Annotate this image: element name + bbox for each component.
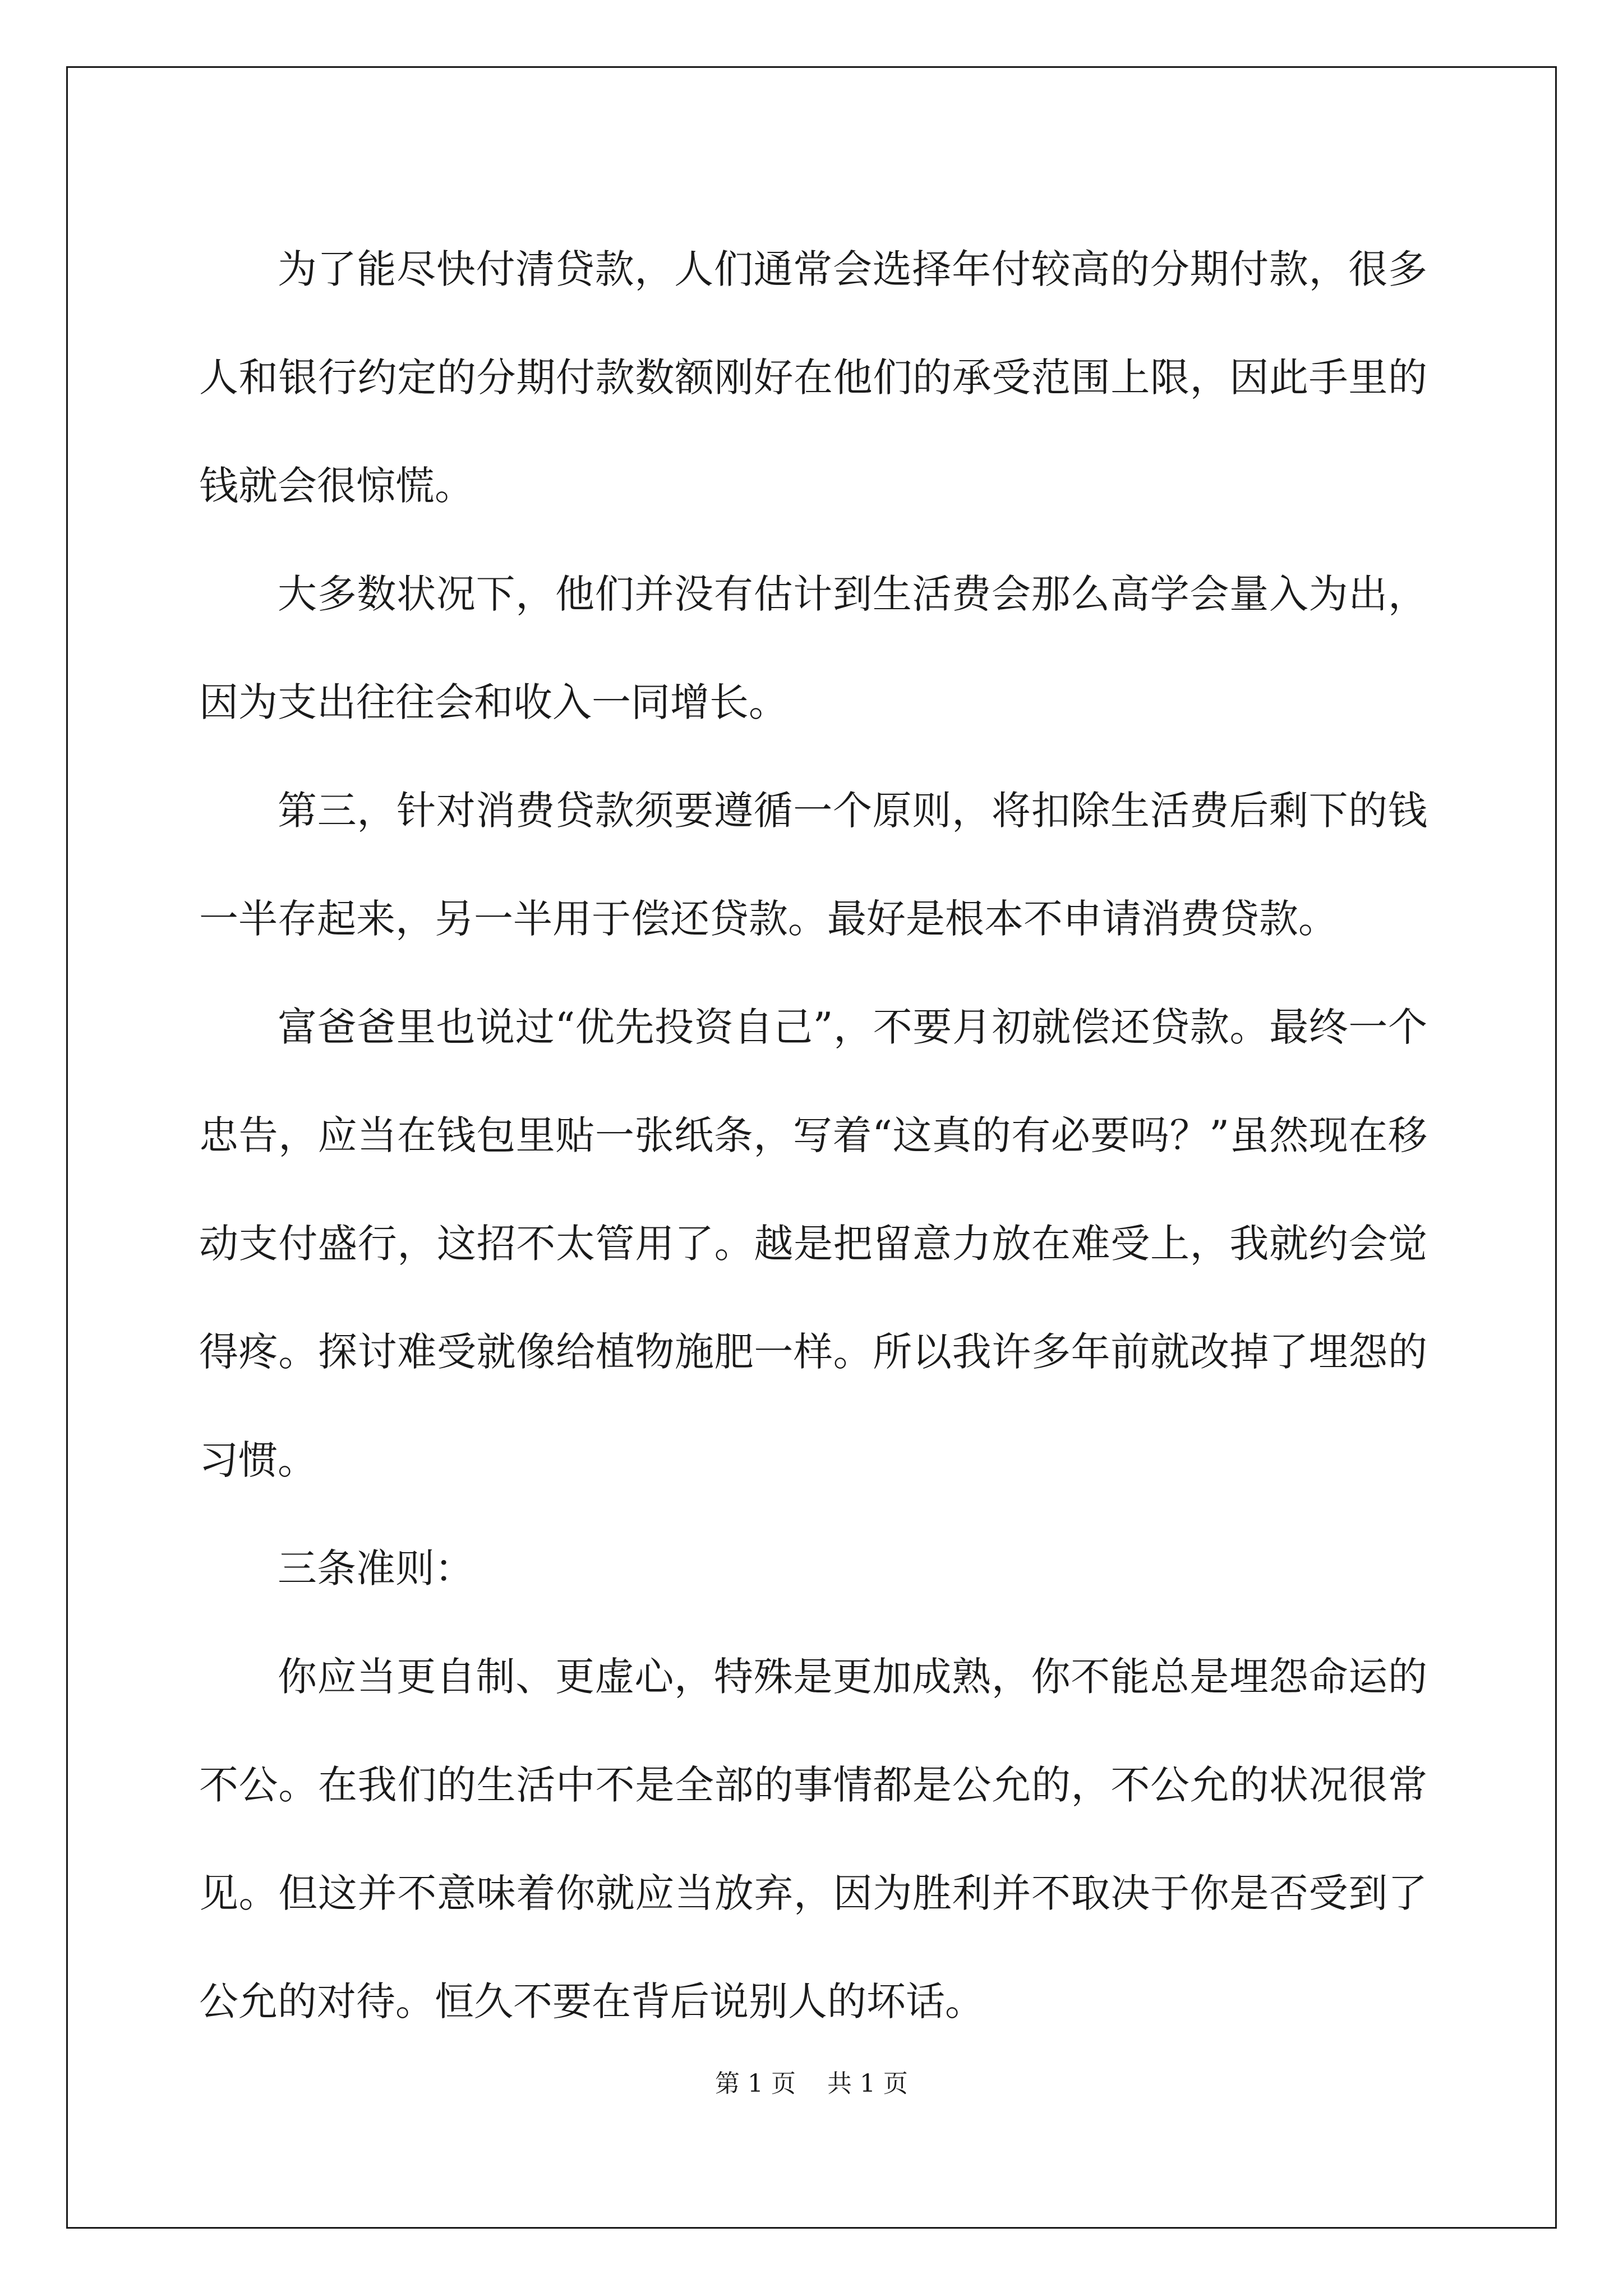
page-number-footer: 第 1 页 共 1 页: [715, 2069, 908, 2098]
paragraph-4: 富爸爸里也说过“优先投资自己”，不要月初就偿还贷款。最终一个忠告，应当在钱包里贴一张纸条，写着“这真的有必要吗？”虽然现在移动支付盛行，这招不太管用了。越是把留意力放在难受上，我就约会觉得疼。探讨难受就像给植物施肥一样。所以我许多年前就改掉了埋怨的习惯。: [199, 1004, 1427, 1483]
paragraph-2: 大多数状况下，他们并没有估计到生活费会那么高学会量入为出，因为支出往往会和收入一同增长。: [199, 571, 1427, 725]
paragraph-3: 第三，针对消费贷款须要遵循一个原则，将扣除生活费后剩下的钱一半存起来，另一半用于偿还贷款。最好是根本不申请消费贷款。: [199, 788, 1427, 942]
paragraph-6: 你应当更自制、更虚心，特殊是更加成熟，你不能总是埋怨命运的不公。在我们的生活中不是全部的事情都是公允的，不公允的状况很常见。但这并不意味着你就应当放弃，因为胜利并不取决于你是否受到了公允的对待。恒久不要在背后说别人的坏话。: [199, 1654, 1427, 2024]
document-body: [199, 215, 1427, 2056]
paragraph-1: 为了能尽快付清贷款，人们通常会选择年付较高的分期付款，很多人和银行约定的分期付款数额刚好在他们的承受范围上限，因此手里的钱就会很惊慌。: [199, 246, 1427, 509]
paragraph-5: 三条准则：: [278, 1545, 474, 1591]
